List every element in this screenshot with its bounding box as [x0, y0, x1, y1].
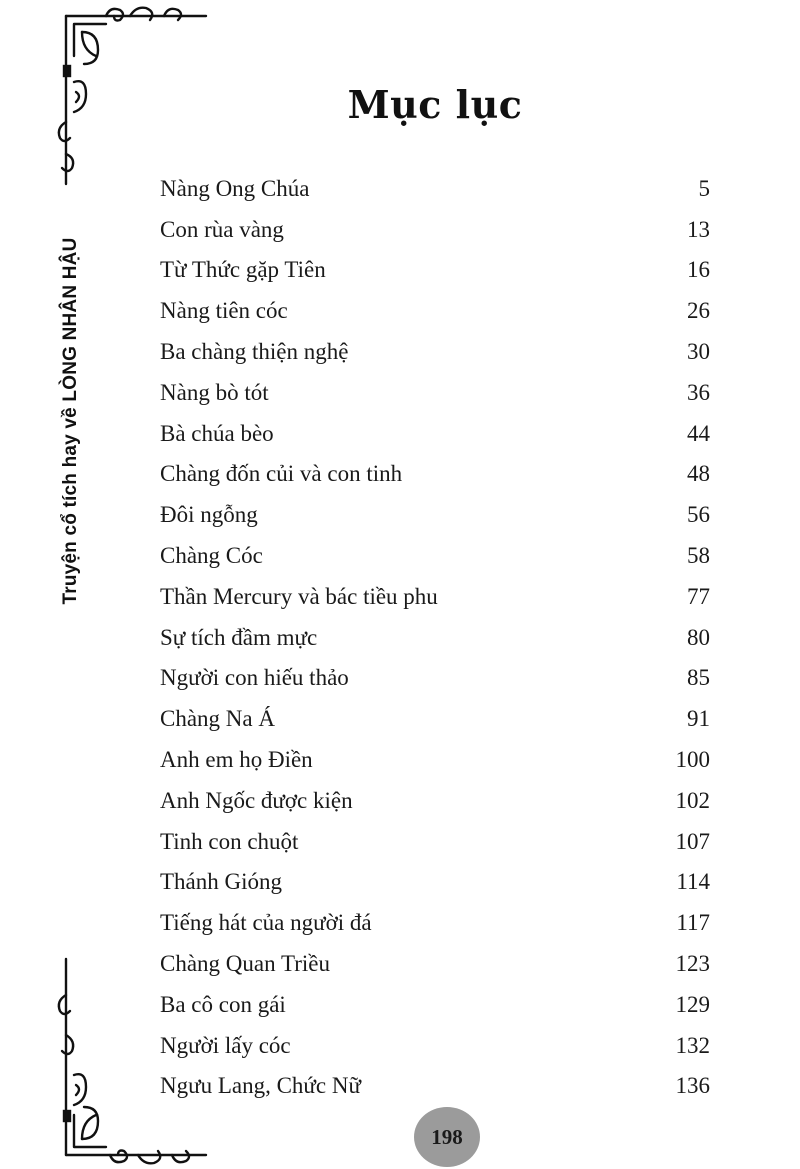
toc-entry-page: 56 — [687, 502, 710, 528]
toc-entry-page: 77 — [687, 583, 710, 609]
spine-title — [52, 218, 90, 623]
toc-entry[interactable] — [160, 494, 710, 535]
toc-entry-page: 30 — [687, 338, 710, 364]
toc-entry-page: 132 — [675, 1032, 710, 1058]
toc-entry-title: Chàng Cóc — [160, 542, 263, 568]
toc-entry[interactable] — [160, 413, 710, 454]
toc-entry-title: Anh em họ Điền — [160, 746, 313, 772]
toc-entry-page: 26 — [687, 298, 710, 324]
book-title: Truyện cổ tích hay về LÒNG NHÂN HẬU — [60, 236, 81, 605]
toc-entry-page: 16 — [687, 257, 710, 283]
toc-entry[interactable] — [160, 943, 710, 984]
toc-entry-title: Nàng tiên cóc — [160, 298, 288, 324]
toc-entry[interactable] — [160, 984, 710, 1025]
toc-entry[interactable] — [160, 780, 710, 821]
toc-entry-page: 80 — [687, 624, 710, 650]
toc-entry-page: 100 — [675, 746, 710, 772]
toc-entry[interactable] — [160, 658, 710, 699]
toc-entry-page: 129 — [675, 991, 710, 1017]
toc-entry-page: 102 — [675, 787, 710, 813]
toc-entry[interactable] — [160, 454, 710, 495]
toc-entry-page: 114 — [676, 869, 710, 895]
toc-entry-page: 5 — [698, 175, 710, 201]
toc-entry-title: Chàng đốn củi và con tinh — [160, 461, 403, 487]
toc-entry-title: Tiếng hát của người đá — [160, 910, 372, 936]
toc-entry-page: 123 — [675, 950, 710, 976]
toc-entry[interactable] — [160, 535, 710, 576]
toc-entry-title: Thánh Gióng — [160, 869, 283, 895]
toc-entry-title: Người lấy cóc — [160, 1032, 291, 1058]
toc-entry-title: Ba chàng thiện nghệ — [160, 338, 349, 364]
toc-entry-page: 91 — [687, 706, 710, 732]
page-title: Mục lục — [347, 82, 523, 127]
toc-entry[interactable] — [160, 698, 710, 739]
toc-entry-page: 117 — [676, 910, 710, 936]
toc-entry-title: Chàng Na Á — [160, 706, 275, 732]
toc-entry-title: Nàng bò tót — [160, 379, 269, 405]
toc-entry-title: Ba cô con gái — [160, 991, 286, 1017]
toc-entry[interactable] — [160, 576, 710, 617]
toc-entry[interactable] — [160, 372, 710, 413]
toc-entry-page: 36 — [687, 379, 710, 405]
toc-entry[interactable] — [160, 250, 710, 291]
toc-entry-title: Con rùa vàng — [160, 216, 284, 242]
toc-entry[interactable] — [160, 739, 710, 780]
toc-entry-title: Ngưu Lang, Chức Nữ — [160, 1073, 361, 1099]
toc-entry[interactable] — [160, 862, 710, 903]
toc-entry-title: Thần Mercury và bác tiều phu — [160, 583, 438, 609]
toc-entry-title: Đôi ngỗng — [160, 502, 258, 528]
table-of-contents — [160, 168, 710, 1106]
toc-entry-page: 107 — [675, 828, 710, 854]
toc-entry-page: 44 — [687, 420, 710, 446]
toc-entry-title: Anh Ngốc được kiện — [160, 787, 353, 813]
page-number-badge: 198 — [414, 1107, 480, 1167]
toc-entry[interactable] — [160, 290, 710, 331]
toc-entry-title: Sự tích đầm mực — [160, 624, 318, 650]
toc-entry-title: Nàng Ong Chúa — [160, 175, 310, 201]
toc-entry[interactable] — [160, 821, 710, 862]
toc-entry-page: 85 — [687, 665, 710, 691]
toc-entry[interactable] — [160, 902, 710, 943]
toc-entry-title: Tinh con chuột — [160, 828, 299, 854]
toc-entry-title: Từ Thức gặp Tiên — [160, 257, 326, 283]
toc-entry-page: 58 — [687, 542, 710, 568]
toc-entry-page: 136 — [675, 1073, 710, 1099]
toc-entry-page: 13 — [687, 216, 710, 242]
toc-entry-title: Người con hiếu thảo — [160, 665, 349, 691]
toc-entry[interactable] — [160, 168, 710, 209]
toc-entry-title: Chàng Quan Triều — [160, 950, 330, 976]
toc-entry[interactable] — [160, 1066, 710, 1107]
toc-entry-page: 48 — [687, 461, 710, 487]
toc-entry-title: Bà chúa bèo — [160, 420, 274, 446]
toc-entry[interactable] — [160, 331, 710, 372]
toc-entry[interactable] — [160, 209, 710, 250]
toc-entry[interactable] — [160, 617, 710, 658]
toc-entry[interactable] — [160, 1025, 710, 1066]
